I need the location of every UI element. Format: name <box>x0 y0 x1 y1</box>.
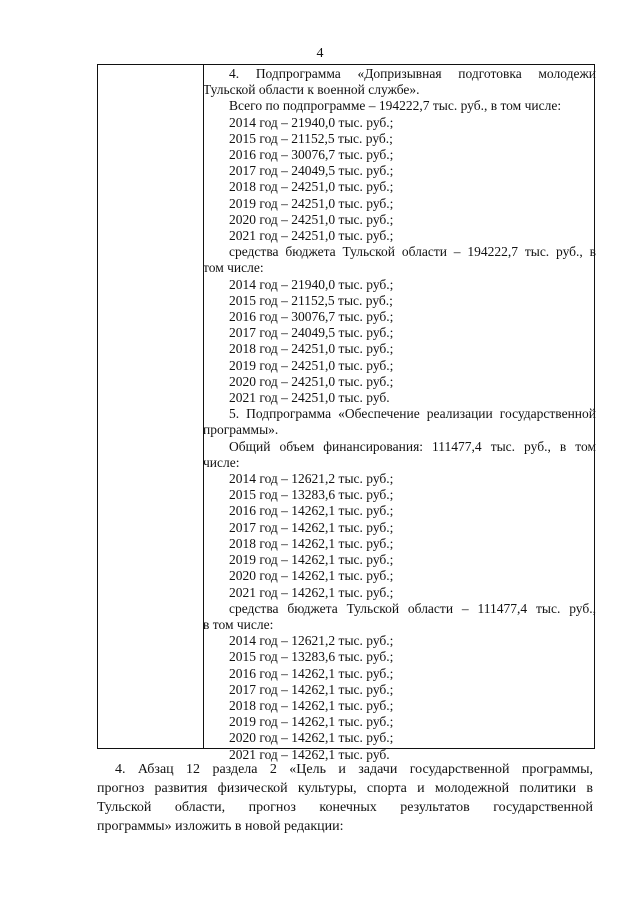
closing-line-1: 4. Абзац 12 раздела 2 «Цель и задачи государственной программы, <box>115 762 593 777</box>
closing-line-4: программы» изложить в новой редакции: <box>97 819 344 834</box>
subprogram-5-budget-line2: в том числе: <box>203 616 274 632</box>
closing-line-2: прогноз развития физической культуры, спорта и молодежной политики в <box>97 781 593 796</box>
list-item: 2015 год – 13283,6 тыс. руб.; <box>229 487 394 503</box>
list-item: 2014 год – 21940,0 тыс. руб.; <box>229 276 394 292</box>
list-item: 2016 год – 30076,7 тыс. руб.; <box>229 309 394 325</box>
list-item: 2015 год – 21152,5 тыс. руб.; <box>229 292 393 308</box>
list-item: 2021 год – 14262,1 тыс. руб. <box>229 746 390 762</box>
list-item: 2016 год – 30076,7 тыс. руб.; <box>229 147 394 163</box>
page-number: 4 <box>316 46 324 61</box>
subprogram-5-budget-line1: средства бюджета Тульской области – 111477,4 тыс. руб., <box>229 600 596 616</box>
closing-line-3: Тульской области, прогноз конечных результатов государственной <box>97 800 593 815</box>
list-item: 2017 год – 24049,5 тыс. руб.; <box>229 163 394 179</box>
subprogram-5-total-line1: Общий объем финансирования: 111477,4 тыс. руб., в том <box>229 438 596 454</box>
list-item: 2014 год – 12621,2 тыс. руб.; <box>229 471 394 487</box>
list-item: 2019 год – 24251,0 тыс. руб.; <box>229 195 394 211</box>
subprogram-4-title-line2: Тульской области к военной службе». <box>203 82 420 98</box>
closing-paragraph <box>97 760 593 836</box>
list-item: 2016 год – 14262,1 тыс. руб.; <box>229 665 394 681</box>
list-item: 2017 год – 14262,1 тыс. руб.; <box>229 519 394 535</box>
list-item: 2016 год – 14262,1 тыс. руб.; <box>229 503 394 519</box>
subprogram-4-budget-line1: средства бюджета Тульской области – 194222,7 тыс. руб., в <box>229 244 596 260</box>
list-item: 2021 год – 14262,1 тыс. руб.; <box>229 584 394 600</box>
subprogram-5-title-line2: программы». <box>203 422 279 438</box>
subprogram-5-years <box>203 471 596 601</box>
subprogram-5-total-line2: числе: <box>203 454 240 470</box>
list-item: 2020 год – 14262,1 тыс. руб.; <box>229 568 394 584</box>
subprogram-4-budget-line2: том числе: <box>203 260 264 276</box>
subprogram-5-budget-years <box>203 633 596 763</box>
list-item: 2020 год – 24251,0 тыс. руб.; <box>229 211 394 227</box>
list-item: 2019 год – 14262,1 тыс. руб.; <box>229 552 394 568</box>
list-item: 2015 год – 13283,6 тыс. руб.; <box>229 649 394 665</box>
list-item: 2020 год – 24251,0 тыс. руб.; <box>229 373 394 389</box>
subprogram-4-title-line1: 4. Подпрограмма «Допризывная подготовка молодежи <box>229 66 596 81</box>
subprogram-4-total: Всего по подпрограмме – 194222,7 тыс. руб., в том числе: <box>229 98 562 114</box>
list-item: 2018 год – 24251,0 тыс. руб.; <box>229 179 394 195</box>
list-item: 2017 год – 24049,5 тыс. руб.; <box>229 325 394 341</box>
list-item: 2021 год – 24251,0 тыс. руб.; <box>229 228 394 244</box>
list-item: 2020 год – 14262,1 тыс. руб.; <box>229 730 394 746</box>
subprogram-5-title-line1: 5. Подпрограмма «Обеспечение реализации государственной <box>229 406 596 422</box>
list-item: 2018 год – 24251,0 тыс. руб.; <box>229 341 394 357</box>
list-item: 2014 год – 21940,0 тыс. руб.; <box>229 114 394 130</box>
subprogram-4-years <box>203 115 596 245</box>
subprogram-4-budget-years <box>203 277 596 407</box>
list-item: 2015 год – 21152,5 тыс. руб.; <box>229 130 393 146</box>
list-item: 2018 год – 14262,1 тыс. руб.; <box>229 697 394 713</box>
list-item: 2019 год – 24251,0 тыс. руб.; <box>229 357 394 373</box>
list-item: 2019 год – 14262,1 тыс. руб.; <box>229 714 394 730</box>
list-item: 2014 год – 12621,2 тыс. руб.; <box>229 633 394 649</box>
list-item: 2018 год – 14262,1 тыс. руб.; <box>229 535 394 551</box>
table-cell-content <box>203 66 596 763</box>
list-item: 2017 год – 14262,1 тыс. руб.; <box>229 681 394 697</box>
list-item: 2021 год – 24251,0 тыс. руб. <box>229 390 390 406</box>
